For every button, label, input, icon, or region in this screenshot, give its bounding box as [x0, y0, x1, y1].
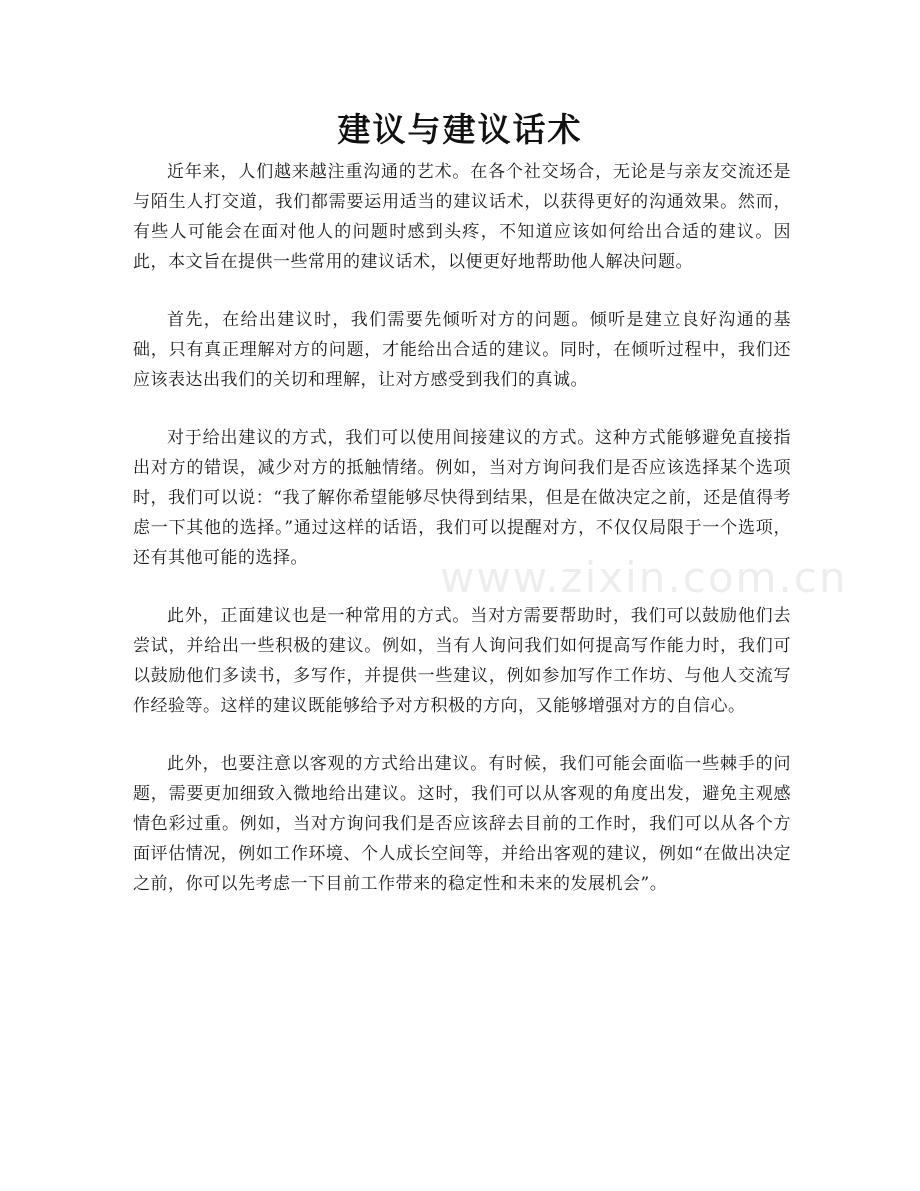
- document-body: [133, 157, 791, 927]
- paragraph-1: 近年来，人们越来越注重沟通的艺术。在各个社交场合，无论是与亲友交流还是与陌生人打交道，我们都需要运用适当的建议话术，以获得更好的沟通效果。然而，有些人可能会在面对他人的问题时感到头疼，不知道应该如何给出合适的建议。因此，本文旨在提供一些常用的建议话术，以便更好地帮助他人解决问题。: [133, 162, 791, 272]
- paragraph-4: 此外，正面建议也是一种常用的方式。当对方需要帮助时，我们可以鼓励他们去尝试，并给出一些积极的建议。例如，当有人询问我们如何提高写作能力时，我们可以鼓励他们多读书，多写作，并提供一些建议，例如参加写作工作坊、与他人交流写作经验等。这样的建议既能够给予对方积极的方向，又能够增强对方的自信心。: [133, 606, 791, 716]
- paragraph-2: 首先，在给出建议时，我们需要先倾听对方的问题。倾听是建立良好沟通的基础，只有真正理解对方的问题，才能给出合适的建议。同时，在倾听过程中，我们还应该表达出我们的关切和理解，让对方感受到我们的真诚。: [133, 310, 791, 390]
- document-title: 建议与建议话术: [337, 110, 583, 149]
- paragraph-3: 对于给出建议的方式，我们可以使用间接建议的方式。这种方式能够避免直接指出对方的错误，减少对方的抵触情绪。例如，当对方询问我们是否应该选择某个选项时，我们可以说：“我了解你希望能够尽快得到结果，但是在做决定之前，还是值得考虑一下其他的选择。”通过这样的话语，我们可以提醒对方，不仅仅局限于一个选项，还有其他可能的选择。: [133, 428, 791, 568]
- paragraph-5: 此外，也要注意以客观的方式给出建议。有时候，我们可能会面临一些棘手的问题，需要更加细致入微地给出建议。这时，我们可以从客观的角度出发，避免主观感情色彩过重。例如，当对方询问我们是否应该辞去目前的工作时，我们可以从各个方面评估情况，例如工作环境、个人成长空间等，并给出客观的建议，例如“在做出决定之前，你可以先考虑一下目前工作带来的稳定性和未来的发展机会”。: [133, 754, 791, 894]
- watermark: www.zixin.com.cn: [440, 553, 848, 602]
